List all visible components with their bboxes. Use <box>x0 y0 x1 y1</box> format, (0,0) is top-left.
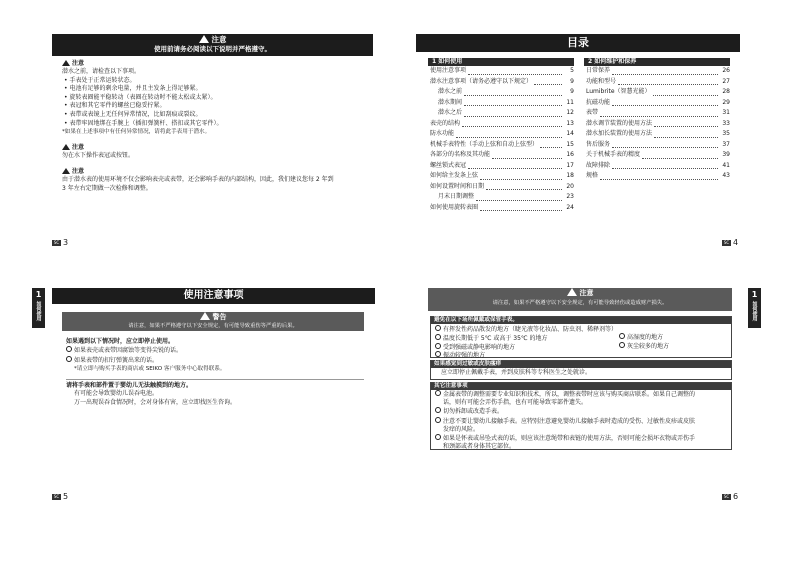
toc-leader-dots <box>653 94 718 96</box>
toc-entry-page: 12 <box>566 109 574 116</box>
toc-entry[interactable] <box>428 66 574 77</box>
toc-leader-dots <box>612 104 718 106</box>
toc-entry-page: 15 <box>566 140 574 148</box>
p3-sec1-line: • 电池有足够的剩余电量，并且主发条上得足够紧。 <box>64 85 202 93</box>
p6-box3-item: 话，则有可能会弄伤手指，也有可能导致零部件遗失。 <box>443 399 588 407</box>
toc-entry-title: Lumibrite（智慧光能） <box>586 88 651 95</box>
bullet-circle-icon <box>66 356 72 362</box>
toc-entry-title: 潜水之后 <box>438 109 463 116</box>
bullet-circle-icon <box>435 325 441 331</box>
toc-entry-page: 23 <box>566 193 574 200</box>
toc-entry-title: 故障排除 <box>586 161 611 169</box>
p4-toc-col-1 <box>428 58 574 213</box>
toc-entry-title: 规格 <box>586 172 599 179</box>
p6-page-number-text: 6 <box>733 492 739 501</box>
p3-sec3-line: 3 年左右定期做一次检修和调整。 <box>62 184 152 192</box>
p5-block2-title: 请将手表和部件置于婴幼儿无法触摸到的地方。 <box>66 382 193 389</box>
bullet-circle-icon <box>435 334 441 340</box>
p6-box3-item: 发痒的风险。 <box>443 425 480 433</box>
toc-entry-title: 潜水调节装置的使用方法 <box>586 119 653 127</box>
toc-entry-page: 28 <box>722 88 730 95</box>
p6-box1-left-item: 受到强磁或静电影响的地方 <box>443 343 516 351</box>
toc-leader-dots <box>456 136 562 138</box>
p4-toc-col-2 <box>584 58 730 182</box>
toc-entry-page: 43 <box>722 172 730 179</box>
toc-entry-title: 日常保养 <box>586 67 611 74</box>
toc-entry-page: 33 <box>722 119 730 127</box>
p6-box2-head: 如果感觉到过敏或皮肤瘙痒 <box>431 361 731 368</box>
toc-entry-title: 表带 <box>586 109 599 116</box>
toc-entry[interactable] <box>584 161 730 172</box>
bullet-circle-icon <box>66 346 72 352</box>
p6-box1-left-item: 振动较强的地方 <box>443 352 486 360</box>
toc-entry-title: 售后服务 <box>586 140 611 148</box>
toc-leader-dots <box>612 167 718 169</box>
bullet-circle-icon <box>435 434 441 440</box>
toc-leader-dots <box>480 209 562 211</box>
p6-tab-text: 如何使用 <box>751 301 758 321</box>
toc-entry-page: 39 <box>722 151 730 158</box>
p3-page-number <box>52 238 68 247</box>
p6-header-bar <box>428 288 732 311</box>
toc-entry-page: 11 <box>566 98 574 106</box>
toc-entry-title: 如何给主发条上弦 <box>430 172 479 179</box>
toc-entry-page: 20 <box>566 182 574 190</box>
p5-title-bar <box>52 288 375 304</box>
toc-entry[interactable] <box>428 171 574 182</box>
warning-icon <box>62 144 70 150</box>
toc-entry[interactable] <box>584 140 730 151</box>
toc-entry-title: 防水功能 <box>430 130 455 137</box>
toc-entry[interactable] <box>428 98 574 109</box>
toc-entry-title: 各部分的名称及其功能 <box>430 151 491 158</box>
p5-divider <box>66 379 364 380</box>
sc-language-icon: SC <box>723 240 730 245</box>
toc-leader-dots <box>486 188 562 190</box>
toc-entry[interactable] <box>428 108 574 119</box>
toc-entry-page: 35 <box>722 130 730 137</box>
toc-entry[interactable] <box>584 66 730 77</box>
toc-entry[interactable] <box>428 129 574 140</box>
p6-box3-head: 其它注意事项 <box>431 383 731 390</box>
toc-leader-dots <box>468 73 562 75</box>
p5-title: 使用注意事项 <box>183 290 244 301</box>
p6-box-1 <box>430 316 732 358</box>
toc-entry-title: 潜水之前 <box>438 88 463 95</box>
toc-entry-title: 月末日期调整 <box>438 193 475 200</box>
p6-box3-item: 切勿拆卸或改造手表。 <box>443 408 504 416</box>
p6-box1-right-item: 灰尘较多的地方 <box>627 342 670 350</box>
toc-entry-page: 41 <box>722 161 730 169</box>
toc-entry-page: 9 <box>570 77 574 85</box>
toc-entry[interactable] <box>584 171 730 182</box>
toc-entry[interactable] <box>584 150 730 161</box>
bullet-circle-icon <box>435 343 441 349</box>
p6-box1-left-item: 温度长期低于 5℃ 或高于 35℃ 的地方 <box>443 334 548 342</box>
p6-box-3 <box>430 382 732 450</box>
warning-icon <box>567 288 577 296</box>
p4-page-number <box>722 238 738 247</box>
p5-block1-note: *请立即与购买手表的商店或 SEIKO 客户服务中心取得联系。 <box>74 366 226 373</box>
p4-title-bar <box>416 34 740 52</box>
p5-block1-item: 如果表壳或表带因腐蚀等变得尖锐的话。 <box>74 347 183 354</box>
p6-tab-number: 1 <box>751 290 758 299</box>
toc-entry-title: 功能和型号 <box>586 77 617 85</box>
p6-side-tab <box>748 288 761 328</box>
p5-block1-item: 如果表带的扣钉弹簧出来的话。 <box>74 356 159 364</box>
toc-entry-page: 24 <box>566 203 574 211</box>
toc-entry[interactable] <box>428 192 574 203</box>
toc-entry-title: 潜水期间 <box>438 98 463 106</box>
p6-box3-item: 注意不要让婴幼儿接触手表。应特别注意避免婴幼儿接触手表时造成的受伤、过敏性皮疹或皮肤 <box>443 417 696 425</box>
toc-entry-page: 18 <box>566 172 574 179</box>
p5-side-tab <box>32 288 45 328</box>
toc-entry-title: 潜水加长装置的使用方法 <box>586 130 653 137</box>
p6-box3-item: 如果是怀表或吊坠式表的话，则应该注意绳带和表链的使用方法，否则可能会损坏衣物或弄伤手 <box>443 435 696 443</box>
p6-box-2 <box>430 360 732 380</box>
toc-entry-title: 关于机械手表的精度 <box>586 151 641 158</box>
toc-entry-title: 潜水注意事项（请务必遵守以下规定） <box>430 77 533 85</box>
toc-entry[interactable] <box>428 182 574 193</box>
p3-sec1-title: 注意 <box>72 60 85 67</box>
sc-language-icon: SC <box>53 494 60 499</box>
toc-entry[interactable] <box>428 150 574 161</box>
toc-entry[interactable] <box>584 119 730 130</box>
toc-leader-dots <box>464 104 562 106</box>
toc-leader-dots <box>618 83 718 85</box>
p3-sec3-line: 由于潜水表的使用环境不仅会影响表壳或表带，还会影响手表的内部结构，因此，我们建议您每 2 年到 <box>62 176 334 183</box>
toc-entry[interactable] <box>584 98 730 109</box>
toc-entry-title: 表壳的结构 <box>430 119 461 127</box>
p3-section-2 <box>62 144 372 161</box>
toc-leader-dots <box>654 136 718 138</box>
sc-language-icon: SC <box>723 494 730 499</box>
toc-entry-page: 9 <box>570 88 574 95</box>
toc-leader-dots <box>642 157 718 159</box>
toc-entry-page: 37 <box>722 140 730 148</box>
toc-leader-dots <box>468 167 562 169</box>
bullet-circle-icon <box>619 333 625 339</box>
toc-entry-title: 如何使用旋转表圈 <box>430 203 479 211</box>
p3-page-number-text: 3 <box>63 238 69 247</box>
toc-entry-title: 螺丝锁式表冠 <box>430 161 467 169</box>
toc-leader-dots <box>612 73 718 75</box>
p5-warning-bar <box>62 312 364 331</box>
toc-entry[interactable] <box>584 87 730 98</box>
toc-leader-dots <box>600 178 718 180</box>
toc-leader-dots <box>612 146 718 148</box>
p3-sec1-line: • 表冠和其它零件的螺丝已稳妥拧紧。 <box>64 102 166 110</box>
toc-entry[interactable] <box>428 77 574 88</box>
bullet-circle-icon <box>619 342 625 348</box>
toc-entry-page: 16 <box>566 151 574 158</box>
bullet-circle-icon <box>435 407 441 413</box>
warning-icon <box>200 312 210 320</box>
p3-sec3-title: 注意 <box>72 168 85 175</box>
toc-leader-dots <box>654 125 718 127</box>
toc-leader-dots <box>540 146 562 148</box>
p5-tab-number: 1 <box>35 290 42 299</box>
toc-leader-dots <box>492 157 562 159</box>
toc-leader-dots <box>480 178 562 180</box>
p6-box3-item: 和颈部或者身体其它部位。 <box>443 443 516 451</box>
warning-icon <box>62 168 70 174</box>
bullet-circle-icon <box>435 417 441 423</box>
p6-box3-item: 金属表带的调整需要专业知识和技术，所以，调整表带时应该与购买商店联系。如果自己调整的 <box>443 391 696 398</box>
p3-sec1-line: 潜水之前，请检查以下事项。 <box>62 68 141 75</box>
p3-header-title: 注意 <box>211 35 227 44</box>
p4-col2-head: 2 如何维护和保养 <box>584 58 730 66</box>
toc-entry-page: 31 <box>722 109 730 116</box>
p3-sec1-line: • 旋转表圈能平稳转动（表圈在转动时不能太松或太紧）。 <box>64 93 217 101</box>
toc-entry-page: 17 <box>566 161 574 169</box>
p5-tab-text: 如何使用 <box>35 301 42 321</box>
toc-entry[interactable] <box>584 77 730 88</box>
p3-header <box>52 34 373 56</box>
bullet-circle-icon <box>435 390 441 396</box>
p5-warn-sub: 请注意，如果不严格遵守以下安全规定，有可能导致重伤等严重的后果。 <box>128 323 298 329</box>
p6-header-title: 注意 <box>579 289 594 297</box>
toc-entry-page: 5 <box>570 67 574 74</box>
p5-block2-line: 有可能会导致婴幼儿误吞电池。 <box>74 390 159 397</box>
p3-section-1 <box>62 60 372 137</box>
p3-sec1-line: • 手表处于正常运转状态。 <box>64 76 136 84</box>
p6-box2-line: 应立即停止佩戴手表，并到皮肤科等专科医生之处就诊。 <box>441 369 592 376</box>
p3-sec2-title: 注意 <box>72 144 85 151</box>
p3-sec1-line: • 表带牢固地绑在手腕上（插扣弹簧杆、搭扣或其它零件）。 <box>64 119 223 127</box>
p3-header-sub: 使用前请务必阅读以下说明并严格遵守。 <box>154 45 271 53</box>
toc-leader-dots <box>600 115 718 117</box>
toc-entry[interactable] <box>428 161 574 172</box>
p5-block2-line: 万一出现误吞食情况时，会对身体有害，应立即找医生咨询。 <box>74 398 237 406</box>
p3-section-3 <box>62 168 374 193</box>
toc-entry-page: 29 <box>722 98 730 106</box>
p5-page-number <box>52 492 68 501</box>
p6-page-number <box>722 492 738 501</box>
p5-block1-title: 如果遇到以下情况时，应立即停止使用。 <box>66 338 175 345</box>
p5-warn-title: 警告 <box>212 313 227 321</box>
toc-entry-title: 使用注意事项 <box>430 67 467 74</box>
p6-box1-right-item: 高湿度的地方 <box>627 333 664 341</box>
toc-entry[interactable] <box>428 203 574 214</box>
bullet-circle-icon <box>435 351 441 357</box>
toc-entry-page: 13 <box>566 119 574 127</box>
p3-sec2-line: 勿在水下操作表冠或按钮。 <box>62 152 135 159</box>
toc-leader-dots <box>464 115 562 117</box>
p3-sec1-line: • 表带或表镜上无任何异常情况，比如刮痕或裂纹。 <box>64 110 202 118</box>
p6-header-sub: 请注意，如果不严格遵守以下安全规定，有可能导致轻伤或造成财产损失。 <box>492 300 668 306</box>
toc-entry-title: 机械手表特性（手动上弦和自动上弦型） <box>430 140 539 148</box>
toc-entry-page: 14 <box>566 130 574 137</box>
toc-entry-title: 如何设置时间和日期 <box>430 182 485 190</box>
p6-box1-head: 避免在以下场所佩戴或保管手表。 <box>431 317 731 324</box>
p4-col1-head: 1 如何使用 <box>428 58 574 66</box>
toc-entry[interactable] <box>428 119 574 130</box>
p6-box1-left-item: 有挥发性药品散发的地方（睫光液等化妆品、防虫剂、稀释剂等） <box>443 326 618 333</box>
p4-title: 目录 <box>567 36 589 49</box>
toc-leader-dots <box>476 199 562 201</box>
toc-entry[interactable] <box>428 140 574 151</box>
toc-leader-dots <box>464 94 562 96</box>
p5-page-number-text: 5 <box>63 492 69 501</box>
toc-entry-page: 26 <box>722 67 730 74</box>
warning-icon <box>62 60 70 66</box>
sc-language-icon: SC <box>53 240 60 245</box>
toc-entry-title: 抗磁功能 <box>586 98 611 106</box>
toc-entry-page: 27 <box>722 77 730 85</box>
toc-leader-dots <box>534 83 562 85</box>
warning-icon <box>199 35 209 43</box>
p4-page-number-text: 4 <box>733 238 739 247</box>
toc-entry[interactable] <box>584 129 730 140</box>
toc-entry[interactable] <box>584 108 730 119</box>
p3-sec1-note: *如果在上述事项中有任何异常情况，请将此手表用于潜水。 <box>62 129 211 136</box>
toc-leader-dots <box>462 125 562 127</box>
p5-block-1 <box>66 338 366 374</box>
toc-entry[interactable] <box>428 87 574 98</box>
p5-block-2 <box>66 382 366 407</box>
